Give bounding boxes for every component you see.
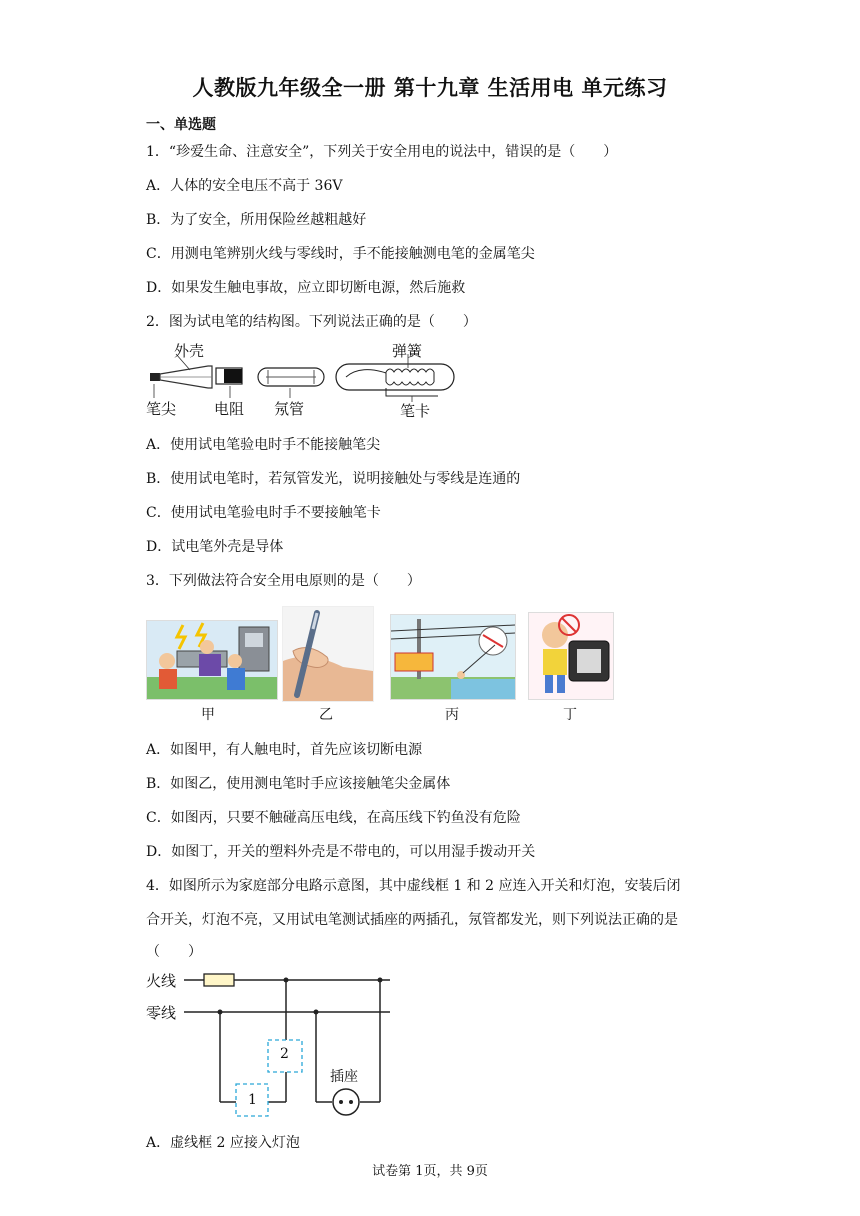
label-neon: 氖管 xyxy=(274,400,305,418)
q4-option-a: A．虚线框 2 应接入灯泡 xyxy=(146,1135,300,1151)
q1-stem: 1．“珍爱生命、注意安全”，下列关于安全用电的说法中，错误的是（ ） xyxy=(146,144,618,160)
q2-option-a: A．使用试电笔验电时手不能接触笔尖 xyxy=(146,437,381,453)
label-spring: 弹簧 xyxy=(392,342,423,360)
label-tip: 笔尖 xyxy=(146,400,177,418)
label-live-wire: 火线 xyxy=(146,972,177,990)
label-socket: 插座 xyxy=(330,1069,358,1085)
q1-option-a: A．人体的安全电压不高于 36V xyxy=(146,178,343,194)
label-shell: 外壳 xyxy=(174,342,205,360)
section-heading: 一、单选题 xyxy=(146,117,216,133)
q2-option-b: B．使用试电笔时，若氖管发光，说明接触处与零线是连通的 xyxy=(146,471,521,487)
q1-option-c: C．用测电笔辨别火线与零线时，手不能接触测电笔的金属笔尖 xyxy=(146,246,535,262)
caption-jia: 甲 xyxy=(201,707,215,723)
label-resistor: 电阻 xyxy=(214,400,245,418)
q3-option-d: D．如图丁，开关的塑料外壳是不带电的，可以用湿手拨动开关 xyxy=(146,844,536,860)
q3-option-c: C．如图丙，只要不触碰高压电线，在高压线下钓鱼没有危险 xyxy=(146,810,521,826)
label-clip: 笔卡 xyxy=(400,402,431,420)
caption-ding: 丁 xyxy=(563,707,577,723)
caption-yi: 乙 xyxy=(319,707,333,723)
q3-option-a: A．如图甲，有人触电时，首先应该切断电源 xyxy=(146,742,423,758)
q2-option-c: C．使用试电笔验电时手不要接触笔卡 xyxy=(146,505,381,521)
page-footer: 试卷第 1页，共 9页 xyxy=(372,1164,488,1179)
caption-bing: 丙 xyxy=(445,707,459,723)
test-pen-diagram xyxy=(146,340,466,420)
q1-option-d: D．如果发生触电事故，应立即切断电源，然后施救 xyxy=(146,280,466,296)
label-neutral-wire: 零线 xyxy=(146,1004,177,1022)
page-title: 人教版九年级全一册 第十九章 生活用电 单元练习 xyxy=(192,76,668,100)
q2-stem: 2．图为试电笔的结构图。下列说法正确的是（ ） xyxy=(146,314,477,330)
q4-stem-line-1: 4．如图所示为家庭部分电路示意图，其中虚线框 1 和 2 应连入开关和灯泡，安装后闭 xyxy=(146,878,681,894)
q2-option-d: D．试电笔外壳是导体 xyxy=(146,539,284,555)
label-box-1: 1 xyxy=(248,1092,257,1108)
household-circuit-diagram xyxy=(146,968,406,1118)
picture-jia-rescue xyxy=(146,620,278,700)
picture-bing-fishing xyxy=(390,614,516,700)
q3-option-b: B．如图乙，使用测电笔时手应该接触笔尖金属体 xyxy=(146,776,451,792)
q4-stem-line-2: 合开关，灯泡不亮，又用试电笔测试插座的两插孔，氖管都发光，则下列说法正确的是 xyxy=(146,912,678,928)
q3-stem: 3．下列做法符合安全用电原则的是（ ） xyxy=(146,573,421,589)
q1-option-b: B．为了安全，所用保险丝越粗越好 xyxy=(146,212,367,228)
picture-ding-switch xyxy=(528,612,614,700)
q4-stem-line-3: （ ） xyxy=(146,944,202,960)
circuit-svg xyxy=(146,968,406,1118)
label-box-2: 2 xyxy=(280,1046,289,1062)
picture-yi-pen xyxy=(282,606,374,702)
